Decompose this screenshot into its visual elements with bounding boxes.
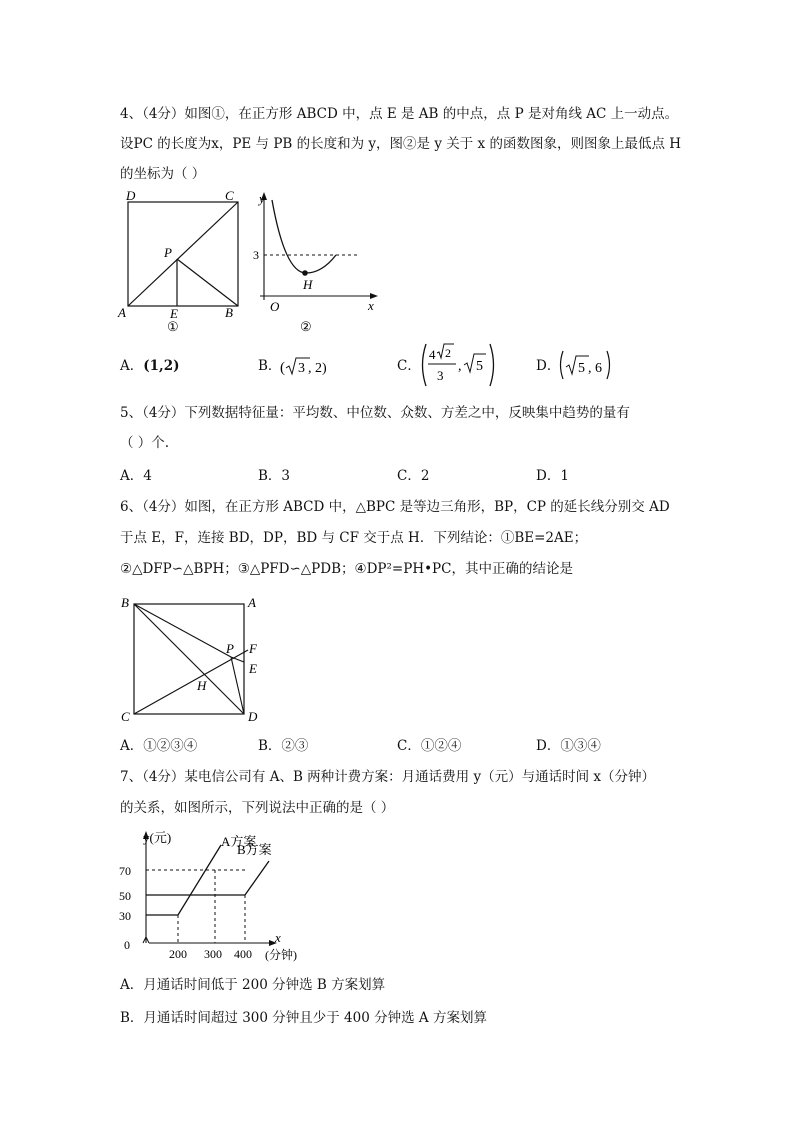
label-B: B — [225, 305, 233, 320]
x-tick-200: 200 — [169, 947, 187, 961]
q4-option-d-formula — [557, 348, 613, 382]
label-H: H — [303, 277, 313, 292]
tick-3: 3 — [253, 248, 259, 262]
x-tick-400: 400 — [234, 947, 252, 961]
label-A: A — [118, 305, 126, 320]
svg-text:(: ( — [280, 360, 285, 376]
q4-option-b[interactable]: B． — [258, 358, 282, 374]
q5-option-a[interactable]: A．4 — [120, 468, 152, 484]
svg-text:5: 5 — [476, 359, 483, 374]
label-C: C — [225, 188, 234, 203]
label-D: D — [248, 709, 258, 724]
label-E: E — [170, 306, 178, 321]
label-F: F — [249, 641, 257, 656]
x-tick-300: 300 — [204, 947, 222, 961]
y-tick-70: 70 — [119, 864, 131, 878]
svg-text:3: 3 — [437, 368, 444, 383]
svg-text:3: 3 — [298, 361, 305, 376]
q5-option-c[interactable]: C．2 — [397, 468, 430, 484]
q4-figure-square — [115, 188, 250, 336]
svg-text:, 6: , 6 — [588, 361, 602, 376]
legend-plan-a: A方案 — [221, 834, 257, 849]
figure-caption-2: ② — [300, 319, 312, 334]
chart-x-unit: (分钟) — [265, 948, 297, 962]
svg-text:,: , — [458, 359, 462, 374]
chart-y-label: y(元) — [143, 830, 172, 845]
legend-plan-b: B方案 — [237, 842, 272, 857]
q6-line-1: 6、（4分）如图，在正方形 ABCD 中，△BPC 是等边三角形，BP，CP 的延长线分别交 AD — [120, 499, 670, 515]
svg-text:5: 5 — [578, 361, 585, 376]
origin-O: O — [270, 299, 280, 314]
svg-text:, 2): , 2) — [308, 361, 327, 376]
q4-option-c-formula — [418, 340, 500, 390]
q7-line-2: 的关系，如图所示，下列说法中正确的是（ ） — [120, 800, 395, 816]
q6-line-2: 于点 E，F，连接 BD，DP，BD 与 CF 交于点 H．下列结论：①BE=2AE； — [120, 530, 588, 546]
q7-chart — [115, 825, 320, 965]
figure-caption-1: ① — [167, 319, 179, 334]
q5-option-b[interactable]: B．3 — [258, 468, 291, 484]
svg-text:4: 4 — [429, 347, 436, 362]
axis-x-label: x — [368, 298, 374, 313]
q6-figure-square — [115, 590, 270, 730]
y-tick-50: 50 — [119, 889, 131, 903]
q4-option-a[interactable]: A．(1,2) — [120, 358, 180, 374]
axis-y-label: y — [259, 191, 265, 206]
q7-option-a[interactable]: A．月通话时间低于 200 分钟选 B 方案划算 — [120, 977, 386, 993]
q4-line-3: 的坐标为（ ） — [120, 166, 206, 182]
q6-option-a[interactable]: A．①②③④ — [120, 738, 198, 754]
q4-option-c[interactable]: C． — [397, 358, 421, 374]
label-H: H — [197, 678, 207, 693]
label-P: P — [226, 641, 234, 656]
y-tick-0: 0 — [124, 938, 130, 952]
q6-option-b[interactable]: B．②③ — [258, 738, 309, 754]
q6-option-d[interactable]: D．①③④ — [536, 738, 601, 754]
label-E: E — [249, 661, 257, 676]
q4-option-d[interactable]: D． — [536, 358, 561, 374]
label-D: D — [126, 188, 136, 203]
q5-line-2: （ ）个. — [120, 435, 170, 451]
q5-option-d[interactable]: D．1 — [536, 468, 569, 484]
q6-option-c[interactable]: C．①②④ — [397, 738, 462, 754]
q7-option-b[interactable]: B．月通话时间超过 300 分钟且少于 400 分钟选 A 方案划算 — [120, 1010, 487, 1026]
q6-line-3: ②△DFP∽△BPH；③△PFD∽△PDB；④DP²=PH•PC，其中正确的结论是 — [120, 561, 573, 577]
q4-figure-graph — [250, 188, 385, 336]
q4-option-b-formula — [280, 352, 336, 382]
chart-x-label: x — [275, 930, 281, 945]
q4-line-1: 4、（4分）如图①，在正方形 ABCD 中，点 E 是 AB 的中点，点 P 是对角线 AC 上一动点。 — [120, 106, 679, 122]
label-A: A — [248, 595, 256, 610]
label-C: C — [121, 709, 130, 724]
label-B: B — [121, 595, 129, 610]
label-P: P — [164, 245, 172, 260]
q7-line-1: 7、（4分）某电信公司有 A、B 两种计费方案：月通话费用 y（元）与通话时间 x（分钟） — [120, 769, 656, 785]
svg-text:2: 2 — [445, 346, 451, 360]
q4-line-2: 设PC 的长度为x，PE 与 PB 的长度和为 y，图②是 y 关于 x 的函数图象，则图象上最低点 H — [120, 136, 682, 152]
q5-line-1: 5、（4分）下列数据特征量：平均数、中位数、众数、方差之中，反映集中趋势的量有 — [120, 405, 630, 421]
y-tick-30: 30 — [119, 909, 131, 923]
